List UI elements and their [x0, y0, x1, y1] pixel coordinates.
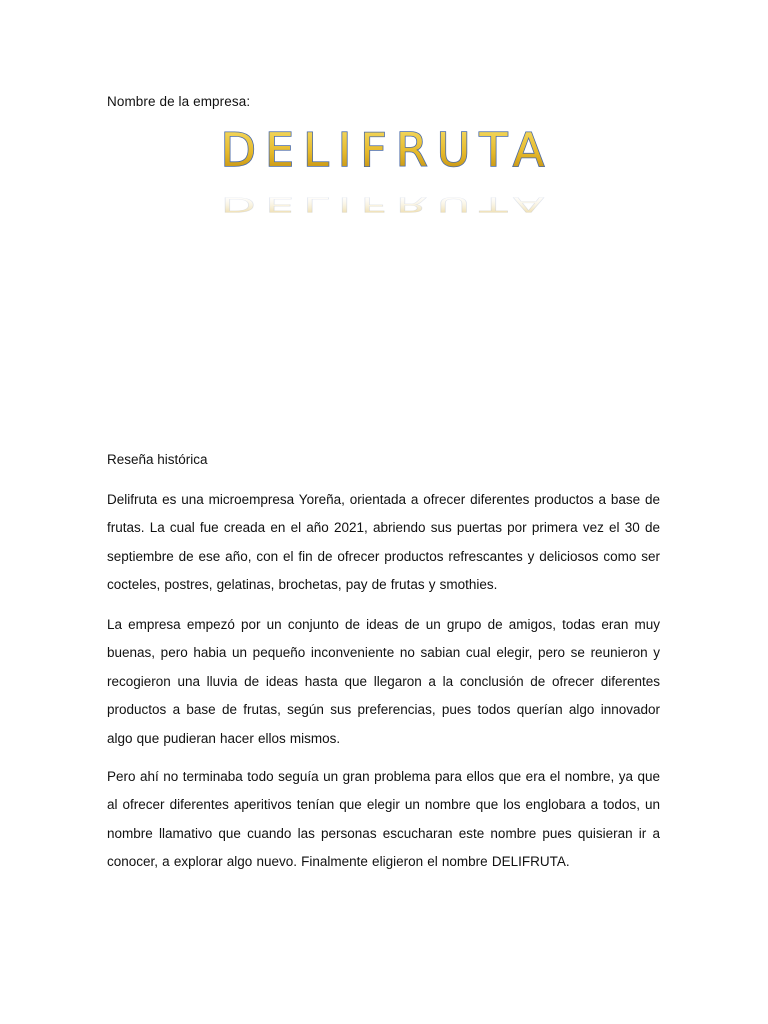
logo-text: DELIFRUTA — [220, 123, 554, 177]
paragraph-1: Delifruta es una microempresa Yoreña, orientada a ofrecer diferentes productos a base de frutas. La cual fue creada en el año 2021, abriendo sus puertas por primera vez el 30 de septiembre de ese año, con el fin de ofrecer productos refrescantes y deliciosos como ser cocteles, postres, gelatinas, brochetas, pay de frutas y smothies. — [107, 492, 660, 593]
company-name-label: Nombre de la empresa: — [107, 94, 251, 109]
paragraph-3: Pero ahí no terminaba todo seguía un gran problema para ellos que era el nombre, ya que al ofrecer diferentes aperitivos tenían que elegir un nombre que los englobara a todos, un nombre llamativo que cuando las personas escucharan este nombre pues quisieran ir a conocer, a explorar algo nuevo. Finalmente eligieron el nombre DELIFRUTA. — [107, 769, 660, 870]
logo-reflection: DELIFRUTA — [220, 192, 554, 217]
section-heading: Reseña histórica — [107, 452, 208, 467]
paragraph-2: La empresa empezó por un conjunto de ideas de un grupo de amigos, todas eran muy buenas, pero habia un pequeño inconveniente no sabian cual elegir, pero se reunieron y recogieron una lluvia de ideas hasta que llegaron a la conclusión de ofrecer diferentes productos a base de frutas, según sus preferencias, pues todos querían algo innovador algo que pudieran hacer ellos mismos. — [107, 617, 660, 746]
delifruta-logo — [220, 112, 554, 217]
